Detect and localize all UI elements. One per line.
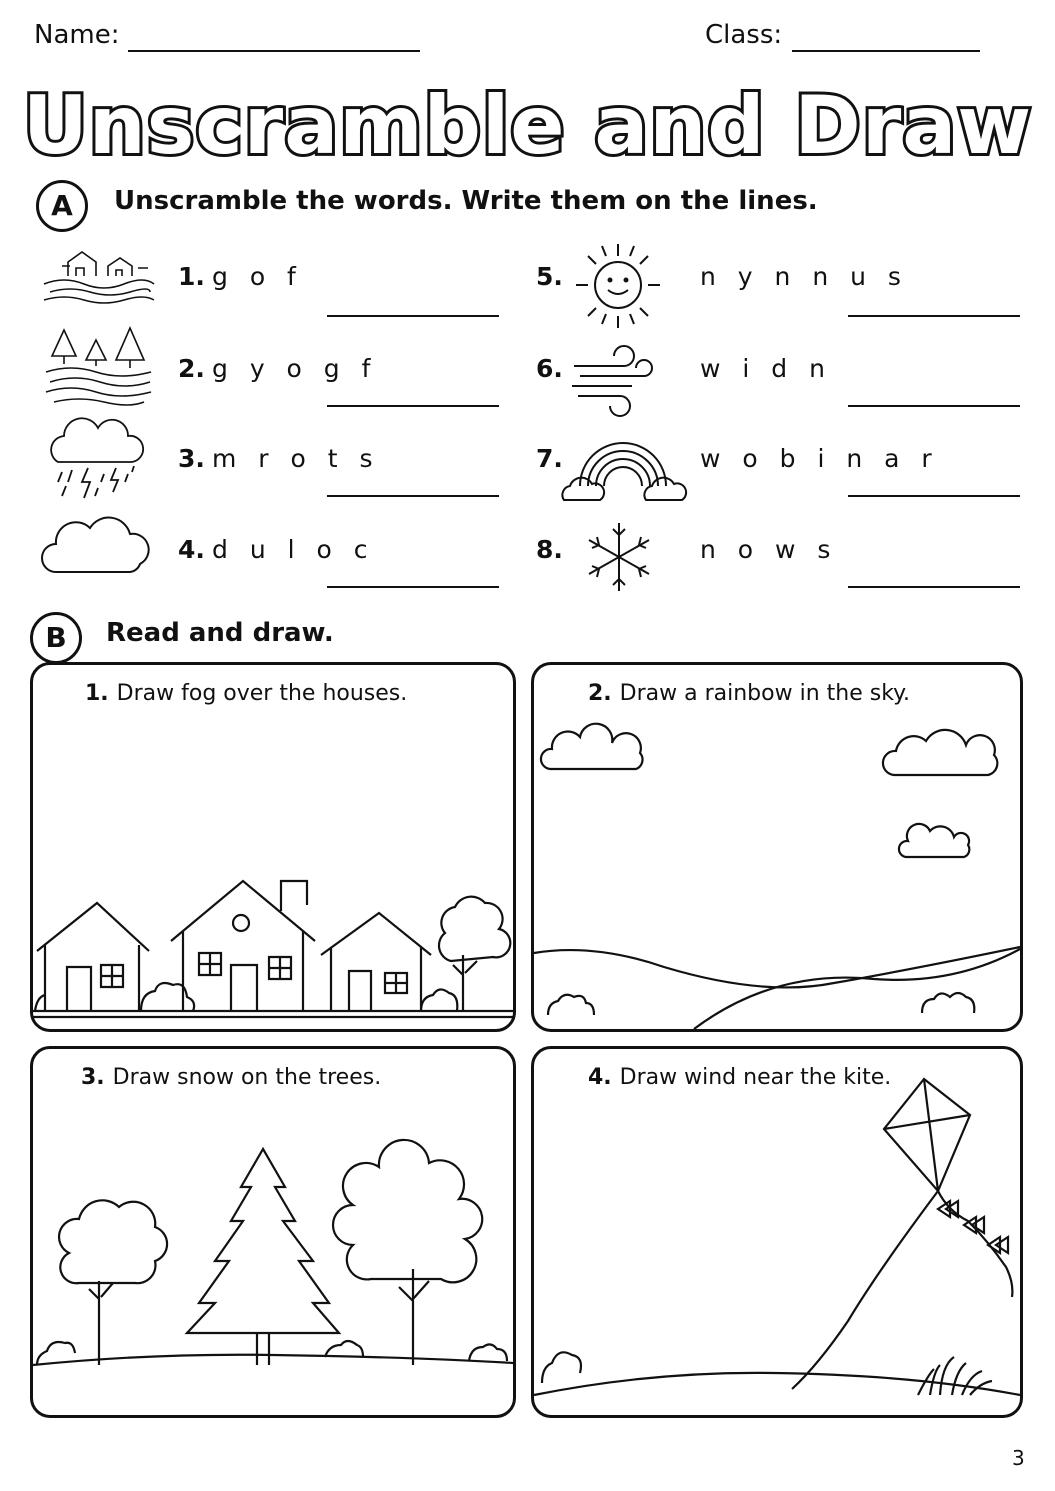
item-number: 5. [536,262,563,291]
answer-line[interactable] [327,586,499,588]
item-number: 1. [178,262,205,291]
answer-line[interactable] [848,405,1020,407]
drawing-box-3[interactable] [30,1046,516,1418]
item-number: 4. [178,535,205,564]
section-b-badge: B [30,612,82,664]
name-label: Name: [34,20,120,50]
scrambled-word: n o w s [700,535,838,564]
box-instruction: 4. Draw wind near the kite. [588,1065,892,1090]
class-label: Class: [705,20,783,50]
answer-line[interactable] [848,315,1020,317]
item-number: 8. [536,535,563,564]
answer-line[interactable] [327,405,499,407]
scrambled-word: w i d n [700,354,832,383]
item-number: 6. [536,354,563,383]
wind-icon [570,348,664,420]
storm-cloud-icon [44,418,150,504]
box-instruction: 3. Draw snow on the trees. [81,1065,382,1090]
box-instruction: 2. Draw a rainbow in the sky. [588,681,911,706]
item-number: 7. [536,444,563,473]
page-title: Unscramble and Draw [22,79,1033,172]
scrambled-word: m r o t s [212,444,380,473]
kite-scene [534,1049,1020,1415]
answer-line[interactable] [327,495,499,497]
box-instruction: 1. Draw fog over the houses. [85,681,408,706]
snowflake-icon [582,518,656,596]
scrambled-word: w o b i n a r [700,444,939,473]
hills-scene [534,665,1020,1029]
page-number: 3 [1012,1446,1025,1470]
class-field[interactable] [792,50,980,52]
trees-scene [33,1049,513,1415]
fog-houses-icon [42,248,154,304]
section-a-instruction: Unscramble the words. Write them on the lines. [114,186,818,216]
answer-line[interactable] [848,495,1020,497]
name-field[interactable] [128,50,420,52]
houses-scene [33,665,513,1029]
sun-icon [572,240,664,330]
scrambled-word: g o f [212,262,303,291]
scrambled-word: d u l o c [212,535,375,564]
section-a-badge: A [36,180,88,232]
answer-line[interactable] [327,315,499,317]
foggy-trees-icon [44,326,156,406]
section-b-instruction: Read and draw. [106,618,334,648]
drawing-box-2[interactable] [531,662,1023,1032]
scrambled-word: n y n n u s [700,262,908,291]
scrambled-word: g y o g f [212,354,378,383]
item-number: 3. [178,444,205,473]
answer-line[interactable] [848,586,1020,588]
rainbow-icon [560,438,686,504]
drawing-box-1[interactable] [30,662,516,1032]
item-number: 2. [178,354,205,383]
cloud-icon [42,514,156,578]
drawing-box-4[interactable] [531,1046,1023,1418]
